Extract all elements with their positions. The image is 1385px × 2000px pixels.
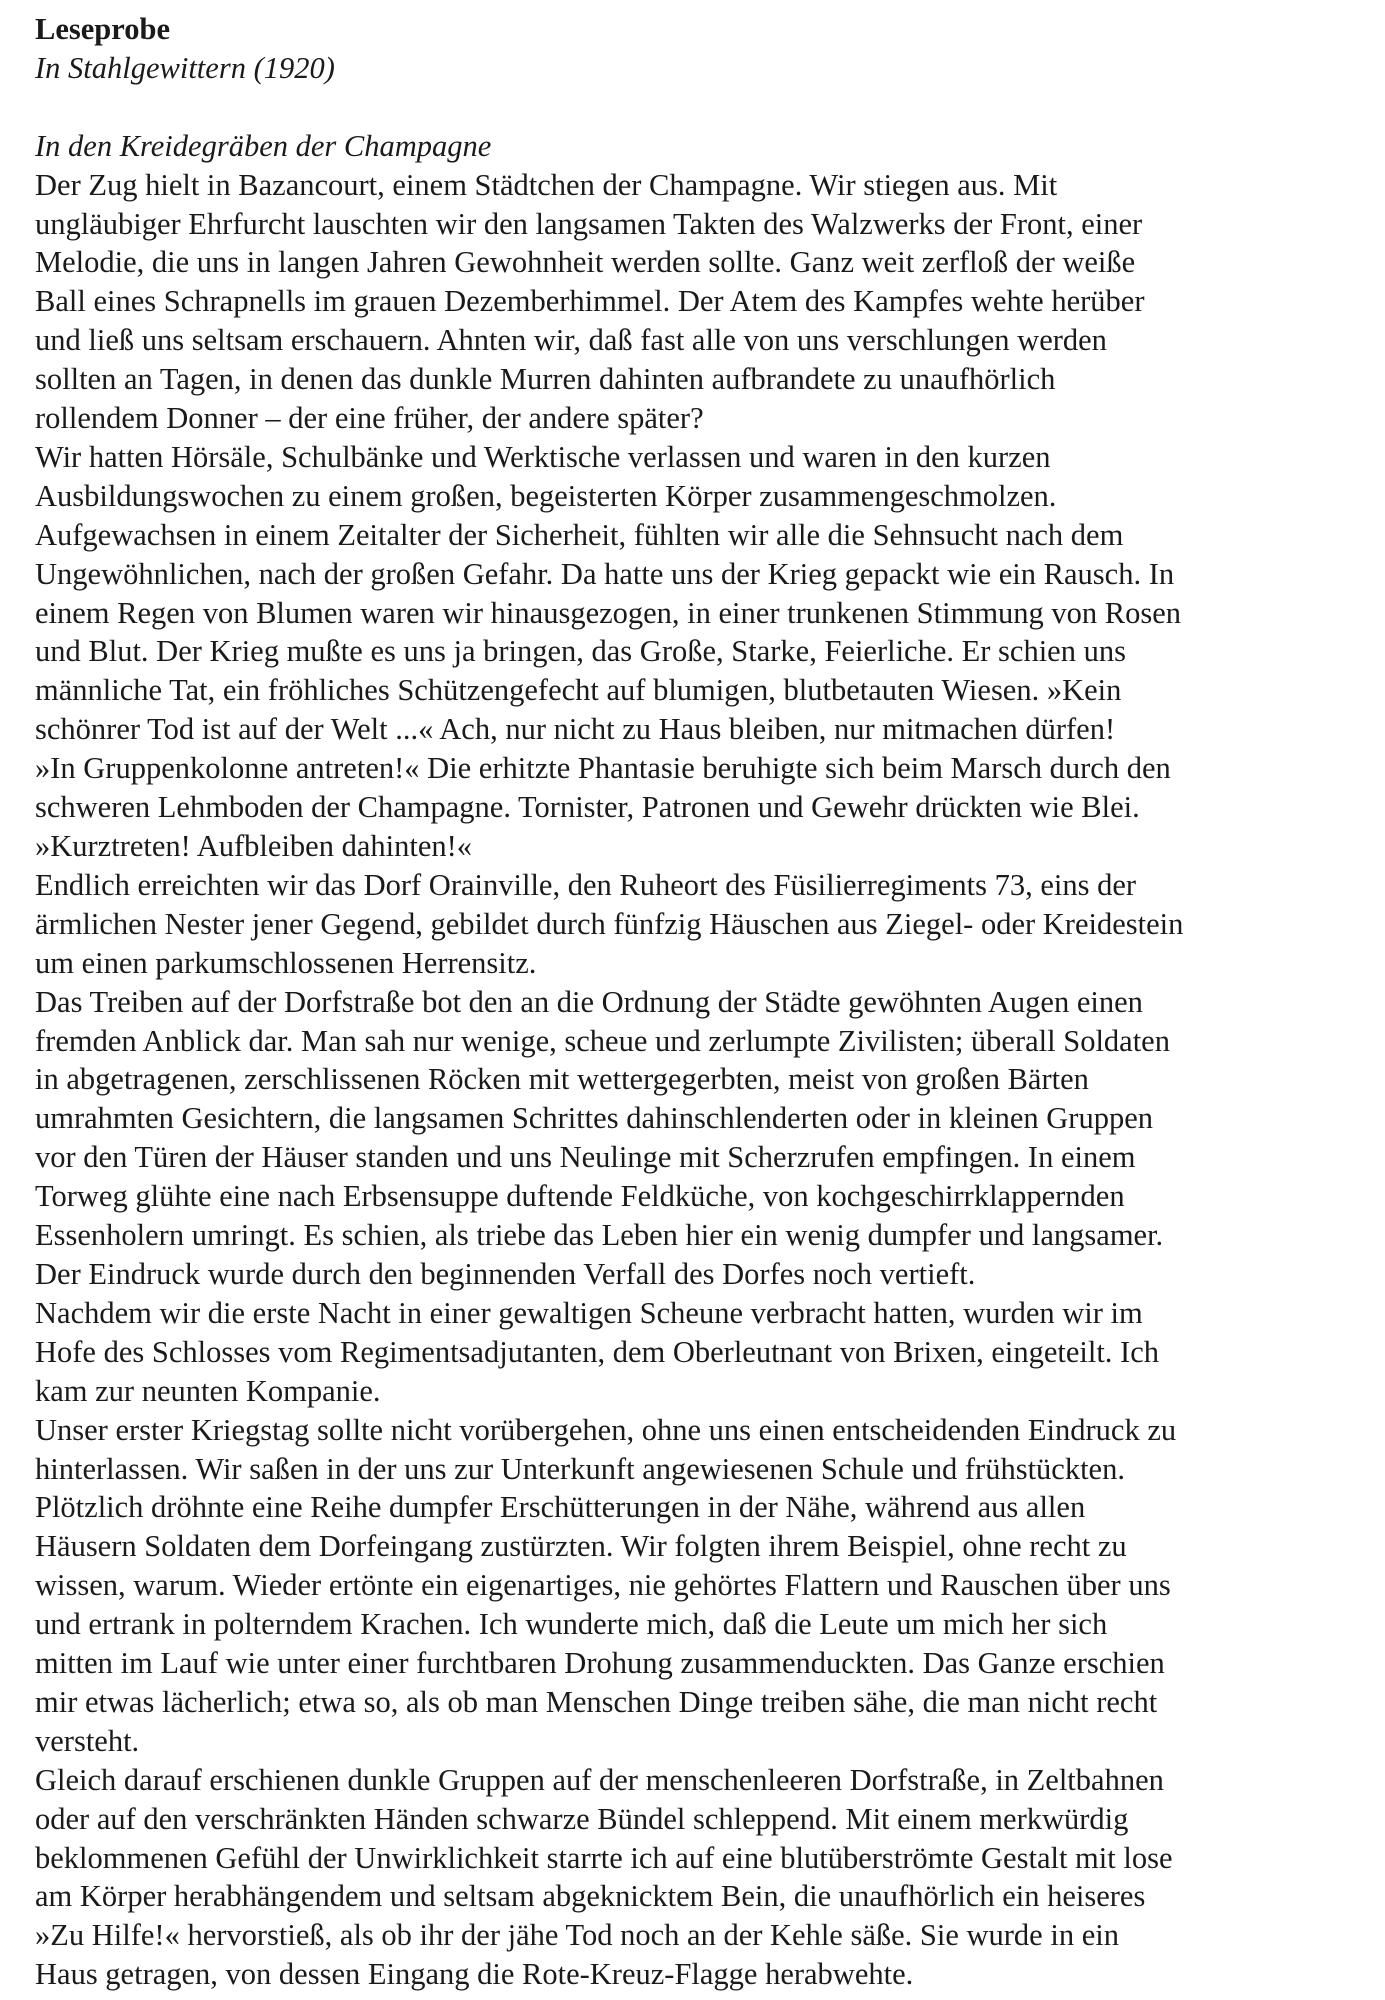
text-line: einem Regen von Blumen waren wir hinausgezogen, in einer trunkenen Stimmung von Rosen	[35, 595, 1182, 630]
text-line: Häusern Soldaten dem Dorfeingang zustürzten. Wir folgten ihrem Beispiel, ohne recht zu	[35, 1529, 1127, 1564]
paragraph	[35, 749, 1355, 866]
paragraph	[35, 983, 1355, 1294]
text-line: in abgetragenen, zerschlissenen Röcken mit wettergegerbten, meist von großen Bärten	[35, 1062, 1089, 1097]
text-line: mir etwas lächerlich; etwa so, als ob man Menschen Dinge treiben sähe, die man nicht recht	[35, 1684, 1158, 1719]
text-line: und ließ uns seltsam erschauern. Ahnten wir, daß fast alle von uns verschlungen werden	[35, 323, 1107, 358]
chapter-title: In den Kreidegräben der Champagne	[35, 128, 492, 163]
text-line: »In Gruppenkolonne antreten!« Die erhitzte Phantasie beruhigte sich beim Marsch durch den	[35, 751, 1171, 786]
text-line: und ertrank in polterndem Krachen. Ich wunderte mich, daß die Leute um mich her sich	[35, 1607, 1108, 1642]
document-heading: Leseprobe	[35, 12, 170, 46]
text-line: Der Eindruck wurde durch den beginnenden Verfall des Dorfes noch vertieft.	[35, 1256, 976, 1291]
paragraph	[35, 1411, 1355, 1761]
paragraph	[35, 866, 1355, 983]
text-line: rollendem Donner – der eine früher, der andere später?	[35, 401, 704, 436]
paragraph	[35, 166, 1355, 438]
text-line: schönrer Tod ist auf der Welt ...« Ach, nur nicht zu Haus bleiben, nur mitmachen dürfen!	[35, 712, 1116, 747]
text-line: Melodie, die uns in langen Jahren Gewohnheit werden sollte. Ganz weit zerfloß der weiße	[35, 245, 1136, 280]
text-line: Endlich erreichten wir das Dorf Orainville, den Ruheort des Füsilierregiments 73, eins der	[35, 867, 1137, 902]
text-line: Ausbildungswochen zu einem großen, begeisterten Körper zusammengeschmolzen.	[35, 478, 1057, 513]
paragraph	[35, 438, 1355, 749]
text-line: versteht.	[35, 1723, 140, 1758]
text-line: Hofe des Schlosses vom Regimentsadjutanten, dem Oberleutnant von Brixen, eingeteilt. Ich	[35, 1334, 1160, 1369]
text-line: hinterlassen. Wir saßen in der uns zur Unterkunft angewiesenen Schule und frühstückten.	[35, 1451, 1125, 1486]
text-line: am Körper herabhängendem und seltsam abgeknicktem Bein, die unaufhörlich ein heiseres	[35, 1879, 1146, 1914]
text-line: Gleich darauf erschienen dunkle Gruppen auf der menschenleeren Dorfstraße, in Zeltbahnen	[35, 1762, 1164, 1797]
text-line: Torweg glühte eine nach Erbsensuppe duftende Feldküche, von kochgeschirrklappernden	[35, 1179, 1125, 1214]
text-line: Unser erster Kriegstag sollte nicht vorübergehen, ohne uns einen entscheidenden Eindruck zu	[35, 1412, 1177, 1447]
text-line: schweren Lehmboden der Champagne. Tornister, Patronen und Gewehr drückten wie Blei.	[35, 790, 1140, 825]
text-line: und Blut. Der Krieg mußte es uns ja bringen, das Große, Starke, Feierliche. Er schien uns	[35, 634, 1126, 669]
document-page	[35, 10, 1355, 1994]
text-line: »Kurztreten! Aufbleiben dahinten!«	[35, 829, 473, 864]
text-line: ärmlichen Nester jener Gegend, gebildet durch fünfzig Häuschen aus Ziegel- oder Kreidestein	[35, 906, 1184, 941]
text-line: Das Treiben auf der Dorfstraße bot den an die Ordnung der Städte gewöhnten Augen einen	[35, 984, 1143, 1019]
document-subtitle: In Stahlgewittern (1920)	[35, 50, 335, 85]
text-line: vor den Türen der Häuser standen und uns Neulinge mit Scherzrufen empfingen. In einem	[35, 1140, 1136, 1175]
text-line: oder auf den verschränkten Händen schwarze Bündel schleppend. Mit einem merkwürdig	[35, 1801, 1129, 1836]
text-line: fremden Anblick dar. Man sah nur wenige, scheue und zerlumpte Zivilisten; überall Soldaten	[35, 1023, 1170, 1058]
text-line: männliche Tat, ein fröhliches Schützengefecht auf blumigen, blutbetauten Wiesen. »Kein	[35, 673, 1122, 708]
text-line: Haus getragen, von dessen Eingang die Rote-Kreuz-Flagge herabwehte.	[35, 1957, 914, 1992]
text-line: Essenholern umringt. Es schien, als triebe das Leben hier ein wenig dumpfer und langsamer.	[35, 1218, 1164, 1253]
text-line: sollten an Tagen, in denen das dunkle Murren dahinten aufbrandete zu unaufhörlich	[35, 362, 1056, 397]
paragraph	[35, 1761, 1355, 1994]
text-line: »Zu Hilfe!« hervorstieß, als ob ihr der jähe Tod noch an der Kehle säße. Sie wurde in ein	[35, 1918, 1119, 1953]
text-line: wissen, warum. Wieder ertönte ein eigenartiges, nie gehörtes Flattern und Rauschen über uns	[35, 1568, 1171, 1603]
text-line: Aufgewachsen in einem Zeitalter der Sicherheit, fühlten wir alle die Sehnsucht nach dem	[35, 517, 1124, 552]
text-line: Der Zug hielt in Bazancourt, einem Städtchen der Champagne. Wir stiegen aus. Mit	[35, 167, 1058, 202]
text-line: kam zur neunten Kompanie.	[35, 1373, 381, 1408]
text-line: Ball eines Schrapnells im grauen Dezemberhimmel. Der Atem des Kampfes wehte herüber	[35, 284, 1145, 319]
text-line: Ungewöhnlichen, nach der großen Gefahr. Da hatte uns der Krieg gepackt wie ein Rausch. In	[35, 556, 1175, 591]
paragraph	[35, 1294, 1355, 1411]
text-line: Plötzlich dröhnte eine Reihe dumpfer Erschütterungen in der Nähe, während aus allen	[35, 1490, 1086, 1525]
body-text	[35, 166, 1355, 1995]
text-line: Wir hatten Hörsäle, Schulbänke und Werktische verlassen und waren in den kurzen	[35, 439, 1051, 474]
text-line: mitten im Lauf wie unter einer furchtbaren Drohung zusammenduckten. Das Ganze erschien	[35, 1646, 1165, 1681]
text-line: ungläubiger Ehrfurcht lauschten wir den langsamen Takten des Walzwerks der Front, einer	[35, 206, 1143, 241]
text-line: beklommenen Gefühl der Unwirklichkeit starrte ich auf eine blutüberströmte Gestalt mit lose	[35, 1840, 1173, 1875]
text-line: um einen parkumschlossenen Herrensitz.	[35, 945, 537, 980]
blank-line	[35, 88, 1355, 127]
text-line: Nachdem wir die erste Nacht in einer gewaltigen Scheune verbracht hatten, wurden wir im	[35, 1295, 1143, 1330]
text-line: umrahmten Gesichtern, die langsamen Schrittes dahinschlenderten oder in kleinen Gruppen	[35, 1101, 1153, 1136]
